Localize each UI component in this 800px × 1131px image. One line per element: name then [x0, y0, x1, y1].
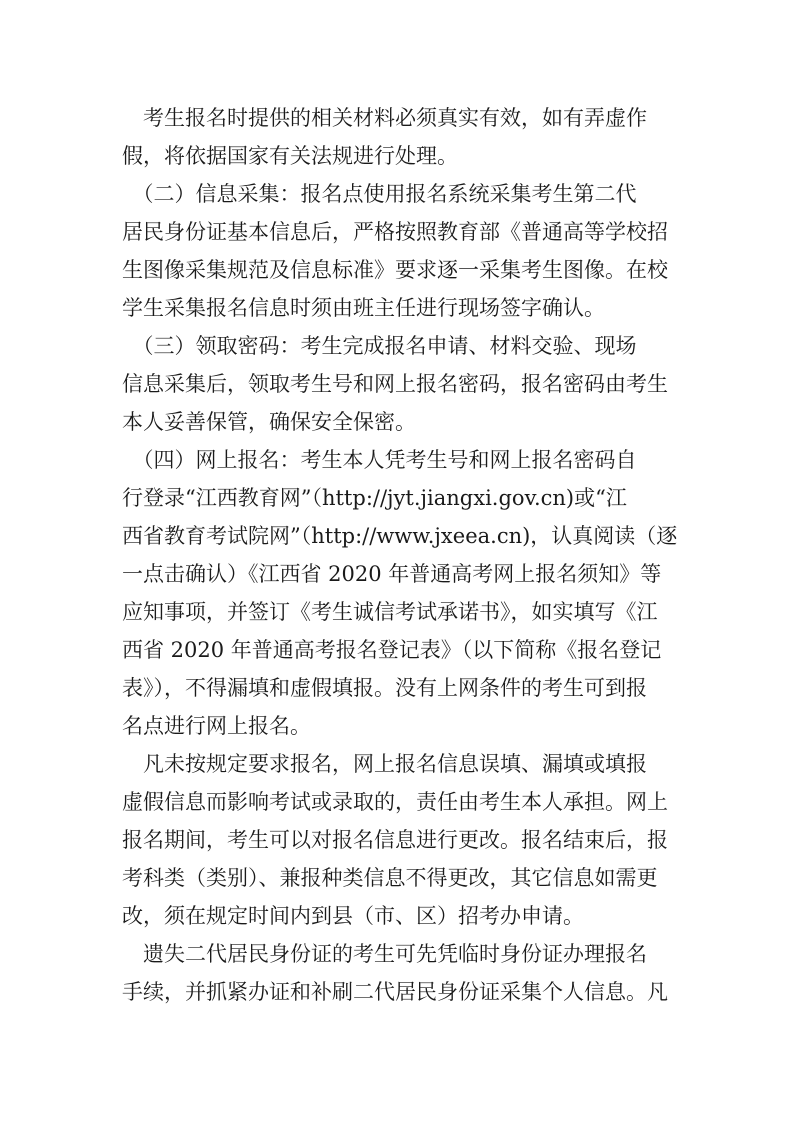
text-line: 行登录“江西教育网”（http://jyt.jiangxi.gov.cn)或“江 [122, 486, 627, 510]
text-line: 居民身份证基本信息后，严格按照教育部《普通高等学校招 [122, 220, 668, 244]
text-line: （四）网上报名：考生本人凭考生号和网上报名密码自 [122, 448, 637, 472]
text-line: （二）信息采集：报名点使用报名系统采集考生第二代 [122, 182, 637, 206]
text-line: 生图像采集规范及信息标准》要求逐一采集考生图像。在校 [122, 258, 668, 282]
text-line: 表》），不得漏填和虚假填报。没有上网条件的考生可到报 [122, 676, 647, 700]
text-line: 一点击确认）《江西省 2020 年普通高考网上报名须知》等 [122, 562, 662, 586]
text-line: 凡未按规定要求报名，网上报名信息误填、漏填或填报 [122, 752, 647, 776]
text-line: （三）领取密码：考生完成报名申请、材料交验、现场 [122, 334, 637, 358]
text-line: 信息采集后，领取考生号和网上报名密码，报名密码由考生 [122, 372, 668, 396]
text-line: 报名期间，考生可以对报名信息进行更改。报名结束后，报 [122, 828, 668, 852]
text-line: 西省教育考试院网”（http://www.jxeea.cn)，认真阅读（逐 [122, 524, 678, 548]
text-line: 考生报名时提供的相关材料必须真实有效，如有弄虚作 [122, 106, 647, 130]
text-line: 考科类（类别）、兼报种类信息不得更改，其它信息如需更 [122, 866, 658, 890]
text-line: 手续，并抓紧办证和补刷二代居民身份证采集个人信息。凡 [122, 980, 668, 1004]
text-line: 本人妥善保管，确保安全保密。 [122, 410, 416, 434]
text-line: 名点进行网上报名。 [122, 714, 311, 738]
text-line: 假，将依据国家有关法规进行处理。 [122, 144, 458, 168]
text-line: 西省 2020 年普通高考报名登记表》（以下简称《报名登记 [122, 638, 662, 662]
text-line: 学生采集报名信息时须由班主任进行现场签字确认。 [122, 296, 605, 320]
text-line: 虚假信息而影响考试或录取的，责任由考生本人承担。网上 [122, 790, 668, 814]
text-line: 改，须在规定时间内到县（市、区）招考办申请。 [122, 904, 584, 928]
text-line: 应知事项，并签订《考生诚信考试承诺书》，如实填写《江 [122, 600, 658, 624]
text-line: 遗失二代居民身份证的考生可先凭临时身份证办理报名 [122, 942, 647, 966]
